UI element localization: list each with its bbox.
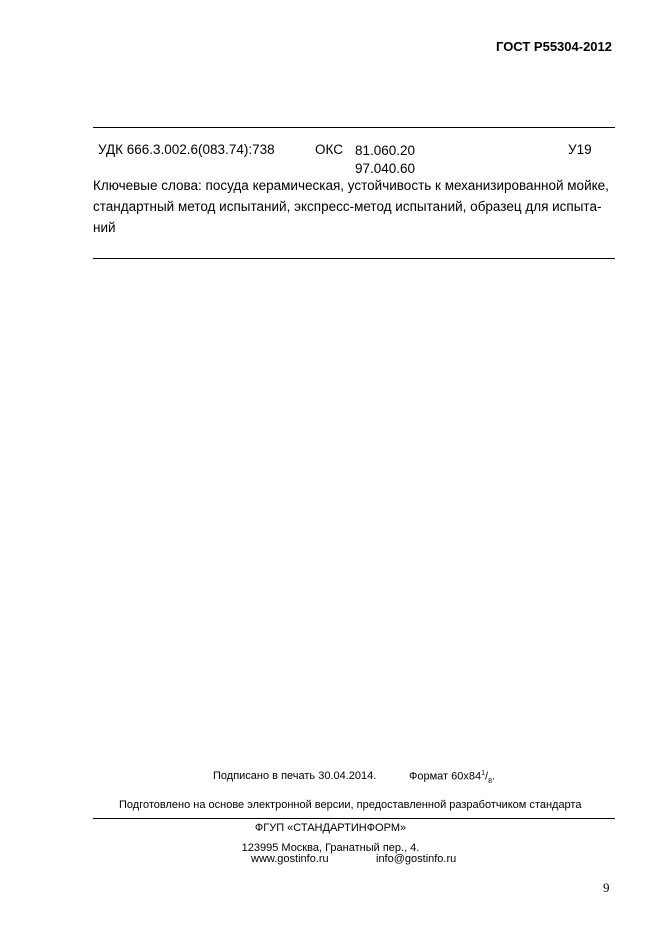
publisher-name: ФГУП «СТАНДАРТИНФОРМ» — [254, 822, 407, 834]
format-denominator: 8 — [488, 777, 492, 785]
keywords-line: стандартный метод испытаний, экспресс-метод испытаний, образец для испыта- — [93, 199, 602, 214]
format-numerator: 1 — [481, 770, 486, 777]
paper-format: Формат $60x84^1/_8$. — [409, 770, 496, 785]
udc-code: УДК 666.3.002.6(083.74):738 — [98, 142, 275, 157]
oks-code: 97.040.60 — [355, 161, 416, 176]
keywords-line: Ключевые слова: посуда керамическая, устойчивость к механизированной мойке, — [93, 178, 609, 193]
prepared-note: Подготовлено на основе электронной версии, предоставленной разработчиком стандарта — [119, 799, 582, 811]
signed-for-print: Подписано в печать 30.04.2014. — [213, 770, 377, 782]
oks-codes — [355, 142, 415, 178]
oks-code: 81.060.20 — [355, 143, 416, 158]
middle-divider — [93, 258, 615, 259]
standard-code: ГОСТ Р55304-2012 — [496, 39, 612, 54]
page-number: 9 — [603, 880, 610, 895]
keywords-block — [93, 175, 615, 238]
keywords-line: ний — [93, 220, 116, 235]
website-link[interactable]: www.gostinfo.ru — [251, 853, 329, 865]
format-prefix: Формат 60x84 — [409, 770, 482, 783]
publisher-address: 123995 Москва, Гранатный пер., 4. — [241, 842, 420, 854]
group-code: У19 — [568, 142, 592, 157]
oks-label: ОКС — [315, 142, 343, 157]
email-link[interactable]: info@gostinfo.ru — [376, 853, 457, 865]
top-divider — [93, 127, 615, 128]
bottom-divider — [93, 818, 615, 819]
format-suffix: . — [491, 770, 496, 783]
